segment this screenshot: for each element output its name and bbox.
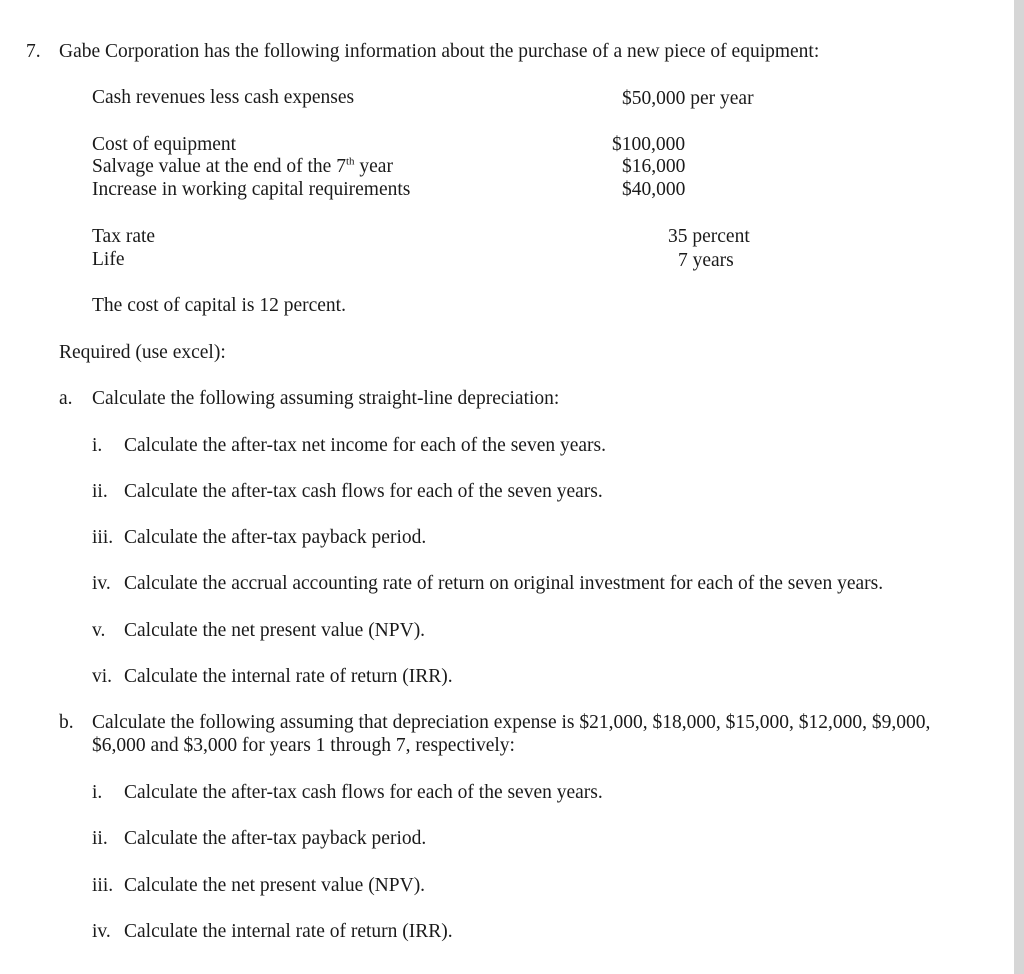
- part-a-item-text: Calculate the after-tax payback period.: [124, 527, 427, 548]
- part-a-item-text: Calculate the accrual accounting rate of return on original investment for each of the seven years.: [124, 573, 884, 594]
- salvage-value: $16,000: [622, 156, 686, 177]
- part-b-item-text: Calculate the net present value (NPV).: [124, 875, 426, 896]
- cost-of-capital: The cost of capital is 12 percent.: [92, 295, 346, 316]
- working-capital-label: Increase in working capital requirements: [92, 179, 411, 200]
- life-value: 7 years: [678, 250, 734, 271]
- part-b-item-num: ii.: [92, 828, 108, 849]
- life-label: Life: [92, 249, 125, 270]
- question-number: 7.: [26, 41, 41, 62]
- part-b-marker: b.: [59, 712, 74, 733]
- tax-label: Tax rate: [92, 226, 156, 247]
- part-a-item-num: vi.: [92, 666, 113, 687]
- tax-value: 35 percent: [668, 226, 750, 247]
- part-b-item-num: iv.: [92, 921, 111, 942]
- part-a-item-text: Calculate the internal rate of return (IRR).: [124, 666, 453, 687]
- part-a-item-text: Calculate the net present value (NPV).: [124, 620, 426, 641]
- part-b-item-text: Calculate the after-tax cash flows for each of the seven years.: [124, 782, 603, 803]
- required-heading: Required (use excel):: [59, 342, 226, 363]
- part-a-text: Calculate the following assuming straight-line depreciation:: [92, 388, 560, 409]
- part-a-item-num: i.: [92, 435, 103, 456]
- salvage-label-text: Salvage value at the end of the 7: [92, 156, 346, 177]
- question-intro: Gabe Corporation has the following information about the purchase of a new piece of equipment:: [59, 41, 820, 62]
- part-a-item-num: iv.: [92, 573, 111, 594]
- part-a-item-num: iii.: [92, 527, 114, 548]
- part-b-text-line2: $6,000 and $3,000 for years 1 through 7, respectively:: [92, 735, 515, 756]
- revenues-label: Cash revenues less cash expenses: [92, 87, 355, 108]
- working-capital-value: $40,000: [622, 179, 686, 200]
- salvage-label: [92, 155, 393, 178]
- part-b-item-text: Calculate the internal rate of return (IRR).: [124, 921, 453, 942]
- part-a-marker: a.: [59, 388, 73, 409]
- part-a-item-num: v.: [92, 620, 106, 641]
- cost-value: $100,000: [612, 134, 686, 155]
- part-a-item-text: Calculate the after-tax cash flows for each of the seven years.: [124, 481, 603, 502]
- page-edge-shadow: [1014, 0, 1024, 974]
- revenues-value: $50,000 per year: [622, 88, 754, 109]
- part-b-text-line1: Calculate the following assuming that depreciation expense is $21,000, $18,000, $15,000, $12,000, $9,000,: [92, 712, 931, 733]
- salvage-label-superscript: th: [345, 155, 355, 168]
- part-b-item-text: Calculate the after-tax payback period.: [124, 828, 427, 849]
- part-a-item-num: ii.: [92, 481, 108, 502]
- part-b-item-num: i.: [92, 782, 103, 803]
- part-b-item-num: iii.: [92, 875, 114, 896]
- part-a-item-text: Calculate the after-tax net income for each of the seven years.: [124, 435, 606, 456]
- salvage-label-suffix: year: [354, 156, 393, 177]
- cost-label: Cost of equipment: [92, 134, 237, 155]
